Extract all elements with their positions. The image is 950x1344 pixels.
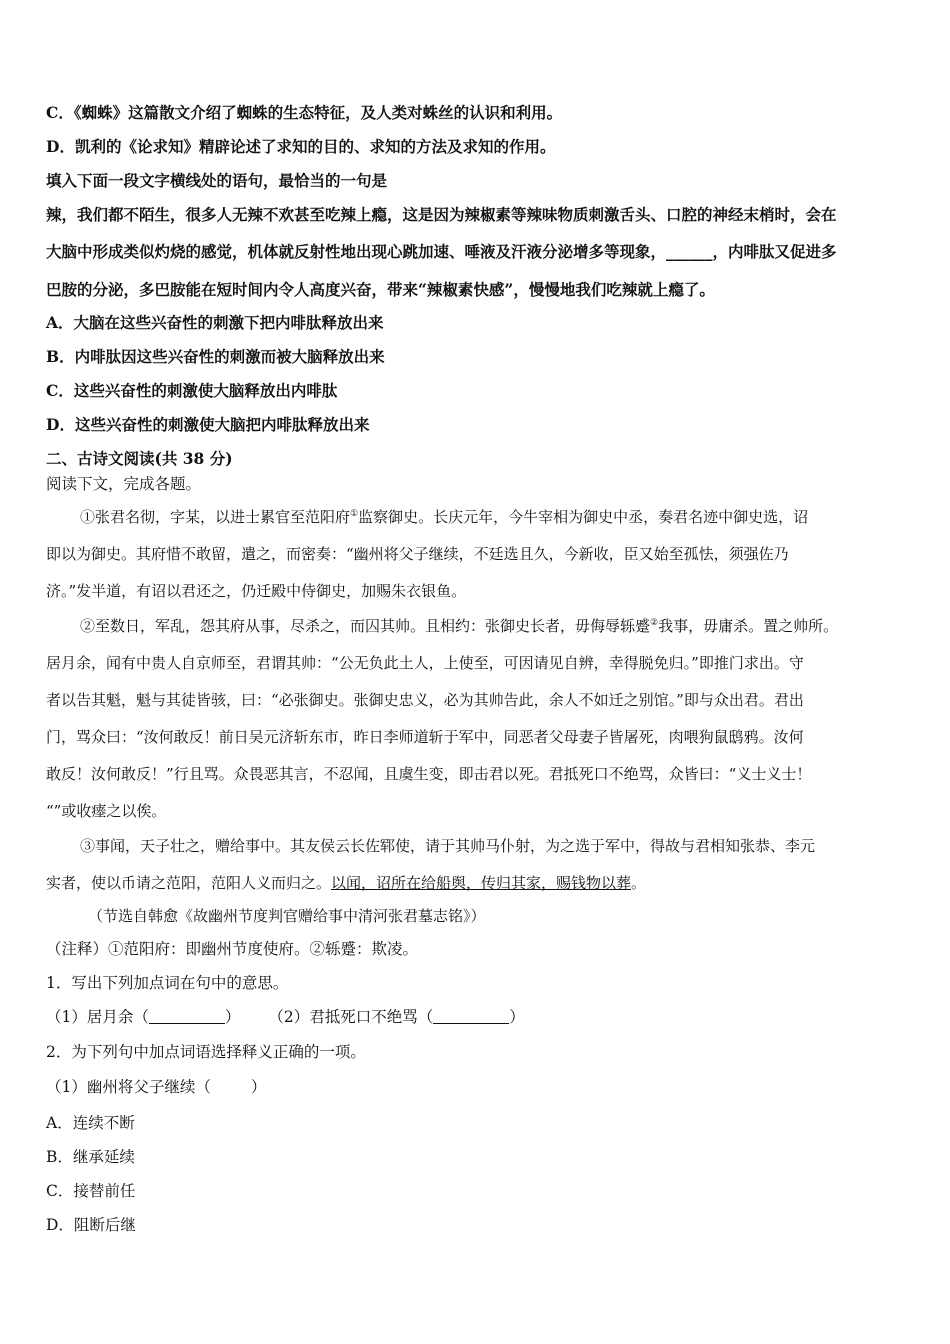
passage-source: （节选自韩愈《故幽州节度判官赠给事中清河张君墓志铭》） bbox=[88, 907, 486, 925]
prev-option-c: C．《蜘蛛》这篇散文介绍了蜘蛛的生态特征，及人类对蛛丝的认识和利用。 bbox=[46, 103, 563, 122]
passage-p3-line-2 bbox=[46, 873, 646, 893]
passage-p2-line-4: 门，骂众曰：“汝何敢反！前日吴元济斩东市，昨日李师道斩于军中，同恶者父母妻子皆屠死，肉喂狗鼠鸱鸦。汝何 bbox=[46, 728, 804, 746]
q2-stem: 2．为下列句中加点词语选择释义正确的一项。 bbox=[46, 1043, 366, 1061]
passage-text: ②至数日，军乱，怨其府从事，尽杀之，而囚其帅。且相约：张御史长者，毋侮辱轹蹙 bbox=[80, 617, 651, 635]
footnote-marker-2: ② bbox=[650, 618, 659, 628]
fill-paragraph-text-c: ，内啡肽又促进多 bbox=[712, 242, 837, 261]
passage-text: ①张君名彻，字某，以进士累官至范阳府 bbox=[80, 508, 351, 526]
passage-text: 实者，使以币请之范阳，范阳人义而归之。 bbox=[46, 874, 332, 892]
fill-option-d: D．这些兴奋性的刺激使大脑把内啡肽释放出来 bbox=[46, 415, 370, 434]
passage-p1-line-1 bbox=[80, 507, 808, 527]
q2-item1 bbox=[46, 1077, 266, 1097]
q1-item1-answer-blank[interactable] bbox=[149, 1009, 225, 1024]
footnote-marker-1: ① bbox=[350, 509, 359, 519]
q2-item1-label: （1）幽州将父子继续（ bbox=[46, 1078, 211, 1096]
q1-item2-answer-blank[interactable] bbox=[433, 1009, 509, 1024]
fill-paragraph-line-2 bbox=[46, 242, 837, 262]
section-title: 二、古诗文阅读(共 38 分) bbox=[46, 449, 233, 468]
passage-p2-line-6: “”或收瘗之以俟。 bbox=[46, 802, 167, 820]
passage-p2-line-3: 者以告其魁，魁与其徒皆骇，曰：“必张御史。张御史忠义，必为其帅告此，余人不如迁之别馆。”即与众出君。君出 bbox=[46, 691, 804, 709]
passage-p2-line-5: 敢反！汝何敢反！”行且骂。众畏恶其言，不忍闻，且虞生变，即击君以死。君抵死口不绝骂，众皆曰：“义士义士！ bbox=[46, 765, 812, 783]
passage-text: 监察御史。长庆元年，今牛宰相为御史中丞，奏君名迹中御史选，诏 bbox=[358, 508, 809, 526]
passage-p2-line-1 bbox=[80, 616, 838, 636]
passage-p3-line-1: ③事闻，天子壮之，赠给事中。其友侯云长佐郓使，请于其帅马仆射，为之选于军中，得故与君相知张恭、李元 bbox=[80, 837, 816, 855]
fill-question-stem: 填入下面一段文字横线处的语句，最恰当的一句是 bbox=[46, 171, 388, 190]
q2-item1-close: ） bbox=[250, 1078, 267, 1096]
q1-item2-label: （2）君抵死口不绝骂（ bbox=[268, 1008, 434, 1026]
q1-item1-close: ） bbox=[224, 1008, 241, 1026]
passage-p1-line-2: 即以为御史。其府惜不敢留，遣之，而密奏：“幽州将父子继续，不廷选且久，今新收，臣又始至孤怯，须强佐乃 bbox=[46, 545, 789, 563]
fill-option-a: A．大脑在这些兴奋性的刺激下把内啡肽释放出来 bbox=[46, 313, 384, 332]
q2-option-c: C．接替前任 bbox=[46, 1182, 136, 1200]
fill-paragraph-line-1: 辣，我们都不陌生，很多人无辣不欢甚至吃辣上瘾，这是因为辣椒素等辣味物质刺激舌头、口腔的神经末梢时，会在 bbox=[46, 205, 837, 224]
q1-items bbox=[46, 1007, 525, 1027]
passage-p1-line-3: 济。”发半道，有诏以君还之，仍迁殿中侍御史，加赐朱衣银鱼。 bbox=[46, 582, 467, 600]
fill-option-b: B．内啡肽因这些兴奋性的刺激而被大脑释放出来 bbox=[46, 347, 385, 366]
prev-option-d: D．凯利的《论求知》精辟论述了求知的目的、求知的方法及求知的作用。 bbox=[46, 137, 556, 156]
fill-paragraph-line-3: 巴胺的分泌，多巴胺能在短时间内令人高度兴奋，带来“辣椒素快感”，慢慢地我们吃辣就上瘾了。 bbox=[46, 280, 715, 299]
q2-option-b: B．继承延续 bbox=[46, 1148, 135, 1166]
fill-blank: ______ bbox=[666, 242, 713, 261]
q1-item1-label: （1）居月余（ bbox=[46, 1008, 149, 1026]
passage-text: 我事，毋庸杀。置之帅所。 bbox=[658, 617, 839, 635]
fill-option-c: C．这些兴奋性的刺激使大脑释放出内啡肽 bbox=[46, 381, 338, 400]
underlined-sentence: 以闻，诏所在给船舆，传归其家，赐钱物以葬 bbox=[331, 874, 632, 892]
passage-p2-line-2: 居月余，闻有中贵人自京师至，君谓其帅：“公无负此土人，上使至，可因请见自辨，幸得脱免归。”即推门求出。守 bbox=[46, 654, 804, 672]
fill-paragraph-text-a: 大脑中形成类似灼烧的感觉，机体就反射性地出现心跳加速、唾液及汗液分泌增多等现象， bbox=[46, 242, 667, 261]
q1-item2-close: ） bbox=[509, 1008, 525, 1026]
passage-notes: （注释）①范阳府：即幽州节度使府。②轹蹙：欺凌。 bbox=[46, 940, 419, 958]
section-intro: 阅读下文，完成各题。 bbox=[46, 475, 202, 493]
q1-stem: 1．写出下列加点词在句中的意思。 bbox=[46, 974, 289, 992]
passage-text: 。 bbox=[631, 874, 647, 892]
q2-option-a: A．连续不断 bbox=[46, 1114, 135, 1132]
q2-option-d: D．阻断后继 bbox=[46, 1216, 136, 1234]
